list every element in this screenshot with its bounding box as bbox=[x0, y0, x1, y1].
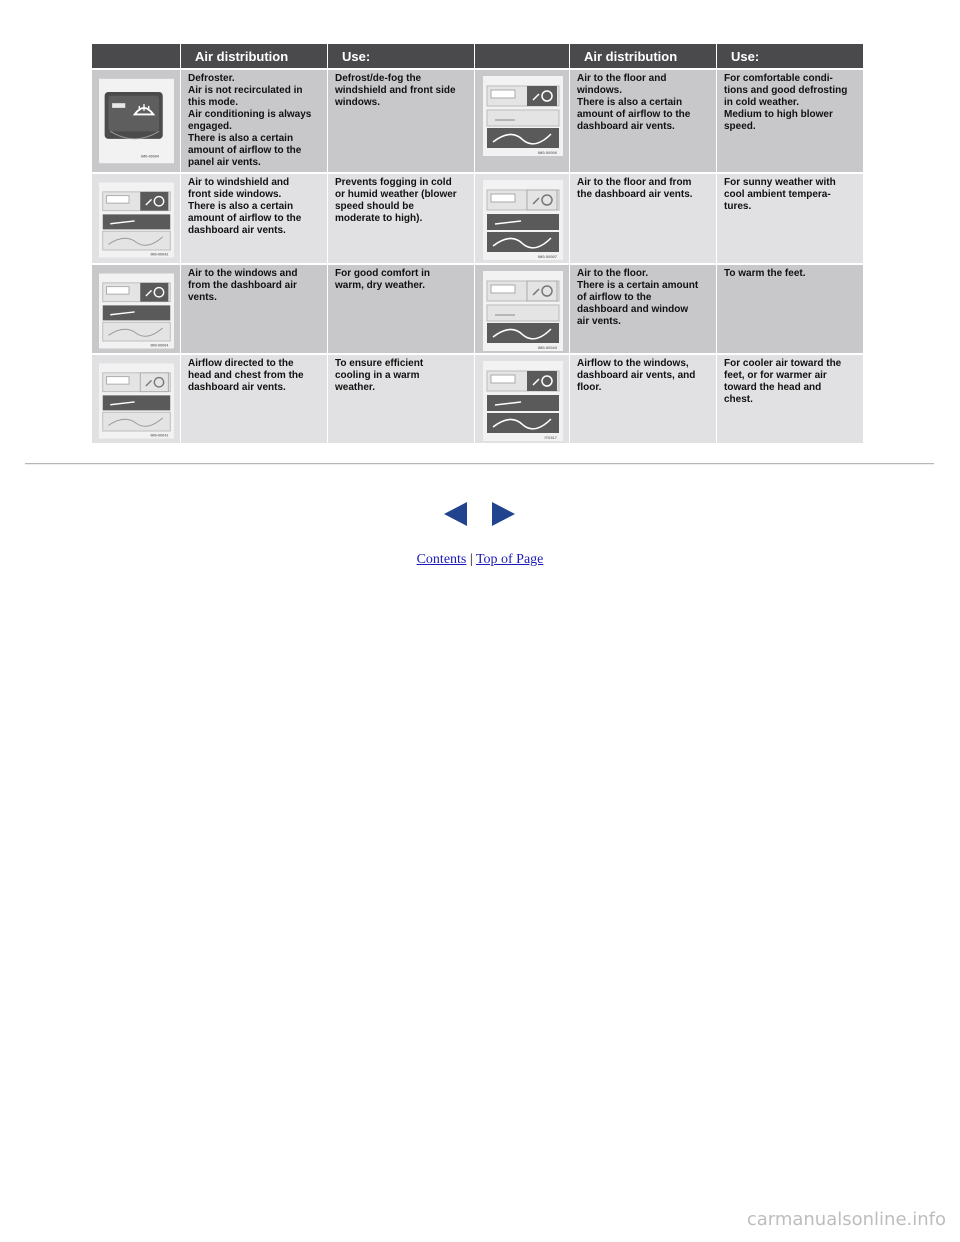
row4-right-image bbox=[475, 355, 569, 443]
dashboard-vents-panel-icon bbox=[99, 361, 174, 441]
row1-right-image bbox=[475, 70, 569, 172]
footer-links bbox=[0, 552, 960, 568]
image-code: IM0-00004 bbox=[141, 154, 159, 159]
row4-right-use: For cooler air toward the feet, or for warmer air toward the head and chest. bbox=[717, 355, 863, 443]
next-page-arrow-icon[interactable] bbox=[490, 501, 516, 527]
windows-dashboard-panel-icon bbox=[99, 271, 174, 351]
image-code: IM0-00041 bbox=[150, 433, 169, 438]
row4-left-image bbox=[92, 355, 180, 443]
row2-left-use: Prevents fogging in cold or humid weather (blower speed should be moderate to high). bbox=[328, 174, 474, 263]
link-separator: | bbox=[469, 552, 473, 567]
header-air-distribution-left: Air distribution bbox=[181, 44, 327, 68]
horizontal-divider bbox=[25, 463, 934, 465]
previous-page-arrow-icon[interactable] bbox=[443, 501, 469, 527]
header-use-left: Use: bbox=[328, 44, 474, 68]
image-code: IM0-00007 bbox=[537, 254, 557, 259]
row2-right-use: For sunny weather with cool ambient tempera- tures. bbox=[717, 174, 863, 263]
row3-left-distribution: Air to the windows and from the dashboard air vents. bbox=[181, 265, 327, 353]
image-code: IM0-00006 bbox=[537, 150, 557, 155]
floor-panel-icon bbox=[483, 271, 563, 351]
header-blank-left bbox=[92, 44, 180, 68]
row1-left-use: Defrost/de-fog the windshield and front side windows. bbox=[328, 70, 474, 172]
defroster-button-icon bbox=[99, 76, 174, 166]
floor-windows-panel-icon bbox=[483, 76, 563, 156]
row1-right-distribution: Air to the floor and windows. There is also a certain amount of airflow to the dashboard air vents. bbox=[570, 70, 716, 172]
row2-left-distribution: Air to windshield and front side windows. There is also a certain amount of airflow to the dashboard air vents. bbox=[181, 174, 327, 263]
image-code: IT0317 bbox=[544, 435, 557, 440]
row2-left-image bbox=[92, 174, 180, 263]
windshield-panel-icon bbox=[99, 180, 174, 260]
row3-right-distribution: Air to the floor. There is a certain amount of airflow to the dashboard and window air vents. bbox=[570, 265, 716, 353]
row3-left-use: For good comfort in warm, dry weather. bbox=[328, 265, 474, 353]
row3-left-image bbox=[92, 265, 180, 353]
header-air-distribution-right: Air distribution bbox=[570, 44, 716, 68]
row3-right-use: To warm the feet. bbox=[717, 265, 863, 353]
watermark: carmanualsonline.info bbox=[746, 1209, 946, 1230]
image-code: IM0-00043 bbox=[537, 345, 557, 350]
air-distribution-table bbox=[92, 44, 866, 441]
row1-left-image bbox=[92, 70, 180, 172]
windows-dashboard-floor-panel-icon bbox=[483, 361, 563, 441]
contents-link[interactable]: Contents bbox=[416, 552, 467, 567]
row4-left-use: To ensure efficient cooling in a warm weather. bbox=[328, 355, 474, 443]
image-code: IM0-00042 bbox=[150, 252, 169, 257]
header-use-right: Use: bbox=[717, 44, 863, 68]
top-of-page-link[interactable]: Top of Page bbox=[475, 552, 544, 567]
image-code: IM0-00004 bbox=[150, 343, 169, 348]
row3-right-image bbox=[475, 265, 569, 353]
header-blank-right bbox=[475, 44, 569, 68]
floor-dashboard-panel-icon bbox=[483, 180, 563, 260]
row1-left-distribution: Defroster. Air is not recirculated in this mode. Air conditioning is always engaged. There is also a certain amount of airflow to the panel air vents. bbox=[181, 70, 327, 172]
row4-right-distribution: Airflow to the windows, dashboard air vents, and floor. bbox=[570, 355, 716, 443]
row1-right-use: For comfortable condi- tions and good defrosting in cold weather. Medium to high blower speed. bbox=[717, 70, 863, 172]
row4-left-distribution: Airflow directed to the head and chest from the dashboard air vents. bbox=[181, 355, 327, 443]
row2-right-distribution: Air to the floor and from the dashboard air vents. bbox=[570, 174, 716, 263]
row2-right-image bbox=[475, 174, 569, 263]
